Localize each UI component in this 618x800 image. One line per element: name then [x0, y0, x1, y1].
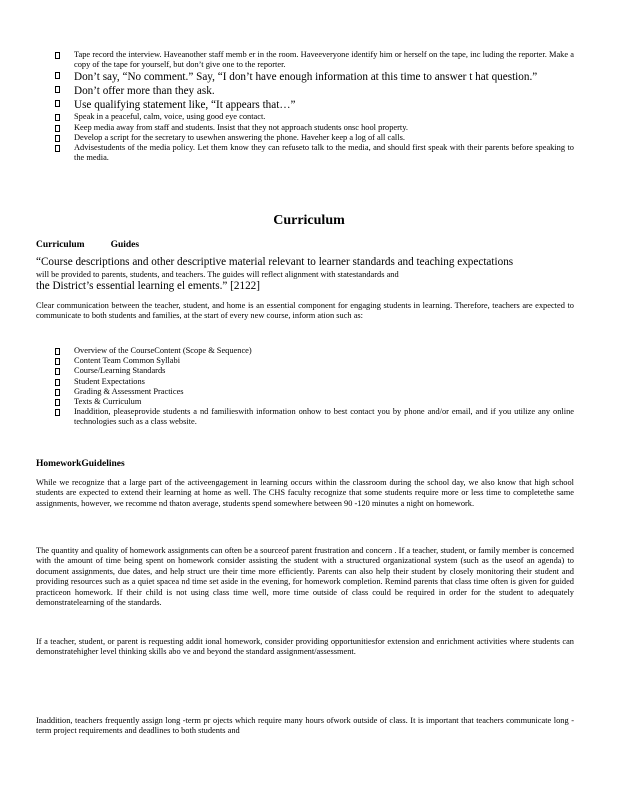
homework-paragraph-1: While we recognize that a large part of the activeengagement in learning occurs within the classroom during the school day, we also know that high school students are expected to extend their learning at home as well. The CHS faculty recognize that some students require more or less time to completethe same assignments, however, we recomme nd thaton average, students spend somewhere between 90 -120 minutes a night on homework.: [36, 478, 574, 508]
bullet-box-icon: [55, 145, 60, 152]
list-item-text: Don’t say, “No comment.” Say, “I don’t have enough information at this time to answer t hat question.”: [74, 71, 538, 84]
list-item-text: Inaddition, pleaseprovide students a nd familieswith information onhow to best contact you by phone and/or email, and if you utilize any online technologies such as a class website.: [74, 407, 574, 427]
curriculum-paragraph: Clear communication between the teacher, student, and home is an essential component for engaging students in learning. Therefore, teachers are expected to communicate to both students and families, at the start of every new course, inform ation such as:: [36, 301, 574, 321]
bullet-box-icon: [55, 389, 60, 396]
list-item-text: Keep media away from staff and students. Insist that they not approach students onsc hool property.: [74, 122, 408, 132]
bullet-box-icon: [55, 72, 60, 79]
list-item: [54, 387, 574, 397]
list-item-text: Grading & Assessment Practices: [74, 386, 184, 396]
list-item-text: Tape record the interview. Haveanother staff memb er in the room. Haveeveryone identify him or herself on the tape, inc luding the reporter. Make a copy of the tape for yourself, but don’t give one to the reporter.: [74, 50, 574, 70]
list-item: [54, 143, 574, 163]
list-item-text: Texts & Curriculum: [74, 397, 142, 407]
list-item: [54, 112, 574, 122]
bullet-box-icon: [55, 114, 60, 121]
list-item: [54, 50, 574, 70]
list-item: [54, 133, 574, 143]
list-item-text: Develop a script for the secretary to usewhen answering the phone. Haveher keep a log of all calls.: [74, 132, 405, 142]
list-item: [54, 407, 574, 427]
list-item: [54, 366, 574, 376]
list-item-text: Speak in a peaceful, calm, voice, using good eye contact.: [74, 112, 266, 122]
list-item: [54, 98, 574, 112]
list-item-text: Student Expectations: [74, 376, 145, 386]
list-item-text: Content Team Common Syllabi: [74, 356, 181, 366]
bullet-box-icon: [55, 86, 60, 93]
curriculum-items-list: [54, 346, 574, 428]
homework-paragraph-2: The quantity and quality of homework assignments can often be a sourceof parent frustration and concern . If a teacher, student, or family member is concerned with the amount of time being spent on homework consider assisting the student with a structured organizational system (such as the useof an agenda) to document assignments, due dates, and help struct ure their time more efficiently. Parents can also help their student by closely monitoring their student and providing resources such as a quiet spacea nd time set aside in the evening, for homework completion. Remind parents that class time often is given for guided practiceon homework. If their child is not using class time well, more time outside of class could be required in order for the student to adequately demonstratelearning of the standards.: [36, 546, 574, 608]
list-item: [54, 356, 574, 366]
bullet-box-icon: [55, 125, 60, 132]
bullet-box-icon: [55, 399, 60, 406]
list-item: [54, 70, 574, 84]
bullet-box-icon: [55, 368, 60, 375]
homework-paragraph-3: If a teacher, student, or parent is requesting addit ional homework, consider providing opportunitiesfor extension and enrichment activities where students can demonstratehigher level thinking skills abo ve and beyond the standard assignment/assessment.: [36, 637, 574, 657]
list-item-text: Don’t offer more than they ask.: [74, 85, 215, 98]
bullet-box-icon: [55, 135, 60, 142]
bullet-box-icon: [55, 358, 60, 365]
media-guidelines-list: [54, 50, 574, 163]
bullet-box-icon: [55, 379, 60, 386]
homework-paragraph-4: Inaddition, teachers frequently assign long -term pr ojects which require many hours ofwork outside of class. It is important that teachers communicate long -term project requirements and deadlines to both students and: [36, 716, 574, 736]
bullet-box-icon: [55, 348, 60, 355]
section-title-curriculum: Curriculum: [273, 213, 345, 228]
curriculum-quote-line: “Course descriptions and other descriptive material relevant to learner standards and teaching expectations: [36, 256, 514, 268]
bullet-box-icon: [55, 100, 60, 107]
bullet-box-icon: [55, 52, 60, 59]
list-item-text: Overview of the CourseContent (Scope & Sequence): [74, 346, 252, 355]
list-item: [54, 377, 574, 387]
list-item-text: Course/Learning Standards: [74, 366, 166, 376]
list-item: [54, 397, 574, 407]
list-item: [54, 84, 574, 98]
list-item: [54, 123, 574, 133]
list-item-text: Advisestudents of the media policy. Let them know they can refuseto talk to the media, and should first speak with their parents before speaking to the media.: [74, 143, 574, 163]
bullet-box-icon: [55, 409, 60, 416]
list-item-text: Use qualifying statement like, “It appears that…”: [74, 99, 296, 112]
subheading-curriculum-guides: Curriculum Guides: [36, 240, 140, 250]
heading-homework-guidelines: HomeworkGuidelines: [36, 459, 125, 469]
curriculum-quote-small: will be provided to parents, students, and teachers. The guides will reflect alignment with statestandards and: [36, 270, 399, 279]
curriculum-quote-end: the District’s essential learning el ements.” [2122]: [36, 280, 260, 292]
list-item: [54, 346, 574, 356]
